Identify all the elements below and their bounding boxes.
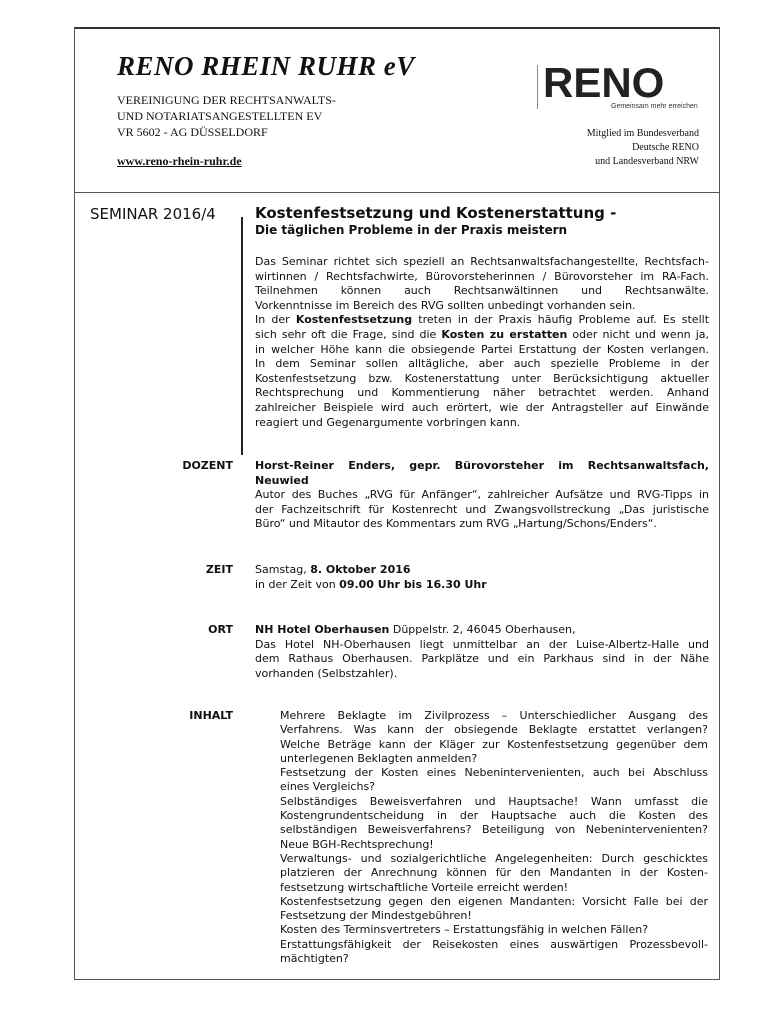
ort-label: ORT: [208, 623, 233, 636]
inhalt-line: Verfahrens. Was kann der obsiegende Beklagte erstattet verlangen?: [280, 723, 708, 737]
description-line: In dem Seminar sollen alltägliche, aber auch spezielle Probleme in der: [255, 357, 709, 371]
membership-note: [587, 127, 699, 169]
ort-line: Das Hotel NH-Oberhausen liegt unmittelbar an der Luise-Albertz-Halle und: [255, 637, 709, 651]
website-link[interactable]: www.reno-rhein-ruhr.de: [117, 154, 242, 168]
dozent-section: [255, 459, 709, 532]
logo-text: RENO: [543, 61, 665, 106]
description-line: Vorkenntnisse im Bereich des RVG sollten unbedingt vorhanden sein.: [255, 298, 636, 312]
inhalt-line: Mehrere Beklagte im Zivilprozess – Unterschiedlicher Ausgang des: [280, 709, 708, 722]
zeit-time-line: in der Zeit von 09.00 Uhr bis 16.30 Uhr: [255, 577, 487, 591]
inhalt-line: Festsetzung der Kosten eines Nebenintervenienten, auch bei Abschluss: [280, 766, 708, 780]
description-line: sich sehr oft die Frage, sind die Kosten zu erstatten oder nicht und wenn ja,: [255, 327, 709, 341]
dozent-name: Horst-Reiner Enders, gepr. Bürovorsteher im Rechtsanwaltsfach,: [255, 459, 709, 472]
org-line-3: VR 5602 - AG DÜSSELDORF: [117, 125, 268, 139]
description-line: Kostenfestsetzung bzw. Kostenerstattung unter Berücksichtigung aktueller: [255, 371, 709, 385]
venue-name: NH Hotel Oberhausen: [255, 623, 390, 636]
description-line: Teilnehmen können auch Rechtsanwältinnen und Rechtsanwälte.: [255, 284, 709, 298]
inhalt-line: Kosten des Terminsvertreters – Erstattungsfähig in welchen Fällen?: [280, 923, 649, 937]
reno-logo: [533, 61, 703, 113]
zeit-section: [255, 563, 709, 592]
inhalt-line: Selbständiges Beweisverfahren und Hauptsache! Wann umfasst die: [280, 794, 708, 808]
course-title: Kostenfestsetzung und Kostenerstattung -: [255, 204, 617, 222]
seminar-date: 8. Oktober 2016: [310, 563, 411, 576]
dozent-location: Neuwied: [255, 473, 309, 487]
description-line: Rechtsprechung und Kommentierung näher betrachtet werden. Anhand: [255, 386, 709, 400]
ort-venue-line: [255, 623, 709, 638]
inhalt-line: Kostengrundentscheidung in der Hauptsache auch die Kosten des: [280, 809, 708, 823]
inhalt-line: platzieren der Anrechnung können für den Mandanten in der Kosten-: [280, 866, 708, 880]
dozent-bio-line: Büro“ und Mitautor des Kommentars zum RVG „Hartung/Schons/Enders“.: [255, 517, 657, 531]
zeit-label: ZEIT: [205, 563, 233, 576]
membership-line-1: Mitglied im Bundesverband: [586, 128, 699, 139]
course-subtitle: Die täglichen Probleme in der Praxis meistern: [255, 223, 568, 237]
org-line-1: VEREINIGUNG DER RECHTSANWALTS-: [117, 93, 336, 107]
zeit-date-line: Samstag, 8. Oktober 2016: [255, 563, 411, 576]
description-line: reagiert und Gegenargumente vorbringen kann.: [255, 415, 521, 429]
inhalt-line: Festsetzung der Mindestgebühren!: [280, 909, 472, 923]
inhalt-line: Erstattungsfähigkeit der Reisekosten eines auswärtigen Prozessbevoll-: [280, 937, 708, 951]
description-line: in welcher Höhe kann die obsiegende Partei Erstattung der Kosten verlangen.: [255, 342, 709, 356]
org-name: RENO RHEIN RUHR eV: [117, 51, 415, 81]
column-divider: [241, 217, 243, 455]
seminar-time: 09.00 Uhr bis 16.30 Uhr: [339, 577, 487, 591]
description-line: In der Kostenfestsetzung treten in der Praxis häufig Probleme auf. Es stellt: [255, 313, 710, 327]
ort-line: dem Rathaus Oberhausen. Parkplätze und ein Parkhaus sind in der Nähe: [255, 652, 709, 666]
letterhead: [75, 29, 719, 193]
inhalt-line: Verwaltungs- und sozialgerichtliche Angelegenheiten: Durch geschicktes: [280, 851, 708, 865]
ort-line: vorhanden (Selbstzahler).: [255, 666, 398, 680]
dozent-label: DOZENT: [182, 459, 233, 472]
inhalt-line: eines Vergleichs?: [280, 780, 376, 794]
ort-section: [255, 623, 709, 681]
dozent-bio-line: der Fachzeitschrift für Kostenrecht und Zwangsvollstreckung „Das juristische: [255, 502, 709, 516]
org-line-2: UND NOTARIATSANGESTELLTEN EV: [117, 109, 323, 123]
description-line: Das Seminar richtet sich speziell an Rechtsanwaltsfachangestellte, Rechtsfach-: [255, 255, 709, 268]
inhalt-line: selbständigen Beweisverfahrens? Beteiligung von Nebenintervenienten?: [280, 823, 708, 837]
venue-address: Düppelstr. 2, 46045 Oberhausen,: [389, 623, 576, 636]
seminar-description: [255, 255, 709, 430]
dozent-bio-line: Autor des Buches „RVG für Anfänger“, zahlreicher Aufsätze und RVG-Tipps in: [255, 488, 709, 502]
inhalt-line: unterlegenen Beklagten anmelden?: [280, 751, 478, 765]
membership-line-2: Deutsche RENO: [632, 142, 699, 153]
emphasis-kostenfestsetzung: Kostenfestsetzung: [295, 313, 413, 327]
inhalt-line: mächtigten?: [280, 952, 349, 966]
document-sheet: [74, 27, 720, 980]
inhalt-line: Welche Beträge kann der Kläger zur Kostenfestsetzung gegenüber dem: [280, 737, 708, 751]
description-line: wirtinnen / Rechtsfachwirte, Bürovorsteherinnen / Bürovorsteher im RA-Fach.: [255, 269, 709, 283]
inhalt-label: INHALT: [189, 709, 233, 722]
description-line: zahlreicher Beispiele wird auch erörtert, wie der Antragsteller auf Einwände: [255, 400, 709, 414]
emphasis-kosten-zu-erstatten: Kosten zu erstatten: [441, 327, 568, 341]
seminar-label: SEMINAR 2016/4: [90, 205, 216, 223]
inhalt-line: festsetzung wirtschaftliche Vorteile erreicht werden!: [280, 880, 569, 894]
inhalt-line: Kostenfestsetzung gegen den eigenen Mandanten: Vorsicht Falle bei der: [280, 894, 708, 908]
logo-tagline: Gemeinsam mehr erreichen: [611, 103, 698, 110]
inhalt-line: Neue BGH-Rechtsprechung!: [280, 837, 434, 851]
inhalt-list: [280, 709, 708, 966]
membership-line-3: und Landesverband NRW: [595, 156, 699, 167]
